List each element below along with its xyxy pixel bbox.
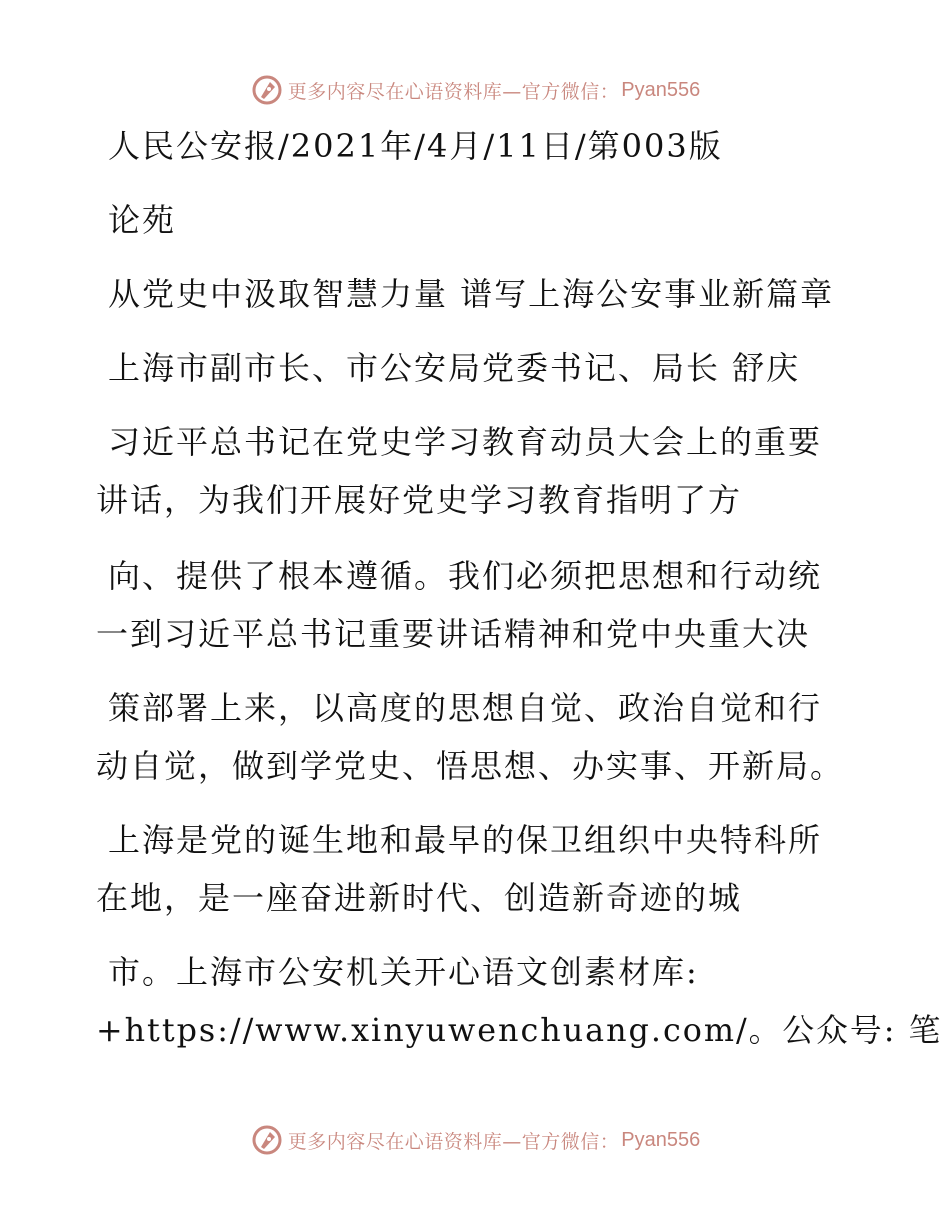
column-name: 论苑 (108, 201, 177, 239)
pen-nib-logo-icon (250, 73, 284, 107)
body-text-line: 讲话，为我们开展好党史学习教育指明了方 (96, 481, 743, 519)
pen-nib-logo-icon (250, 1123, 284, 1157)
newspaper-source-line: 人民公安报/2021年/4月/11日/第003版 (108, 127, 723, 165)
body-text-line: 向、提供了根本遵循。我们必须把思想和行动统 (108, 557, 823, 595)
author-line: 上海市副市长、市公安局党委书记、局长 舒庆 (108, 349, 801, 387)
body-text-line: 在地，是一座奋进新时代、创造新奇迹的城 (96, 879, 743, 917)
body-text-line: 市。上海市公安机关开心语文创素材库: (108, 953, 699, 991)
body-text-line: 习近平总书记在党史学习教育动员大会上的重要 (108, 423, 823, 461)
body-text-line: 动自觉，做到学党史、悟思想、办实事、开新局。 (96, 747, 845, 785)
body-text-line: 一到习近平总书记重要讲话精神和党中央重大决 (96, 615, 811, 653)
footer-watermark-text: 更多内容尽在心语资料库—官方微信： (287, 1130, 620, 1153)
body-text-line: 策部署上来，以高度的思想自觉、政治自觉和行 (108, 689, 823, 727)
article-title: 从党史中汲取智慧力量 谱写上海公安事业新篇章 (108, 275, 835, 313)
body-text-line: 上海是党的诞生地和最早的保卫组织中央特科所 (108, 821, 823, 859)
footer-watermark-banner (0, 1118, 950, 1162)
footer-watermark-id: Pyan556 (621, 1128, 701, 1151)
header-watermark-banner (0, 68, 950, 112)
header-watermark-text: 更多内容尽在心语资料库—官方微信： (287, 80, 620, 103)
body-text-line-url: +https://www.xinyuwenchuang.com/。公众号: 笔 (96, 1011, 943, 1049)
header-watermark-id: Pyan556 (621, 78, 701, 101)
